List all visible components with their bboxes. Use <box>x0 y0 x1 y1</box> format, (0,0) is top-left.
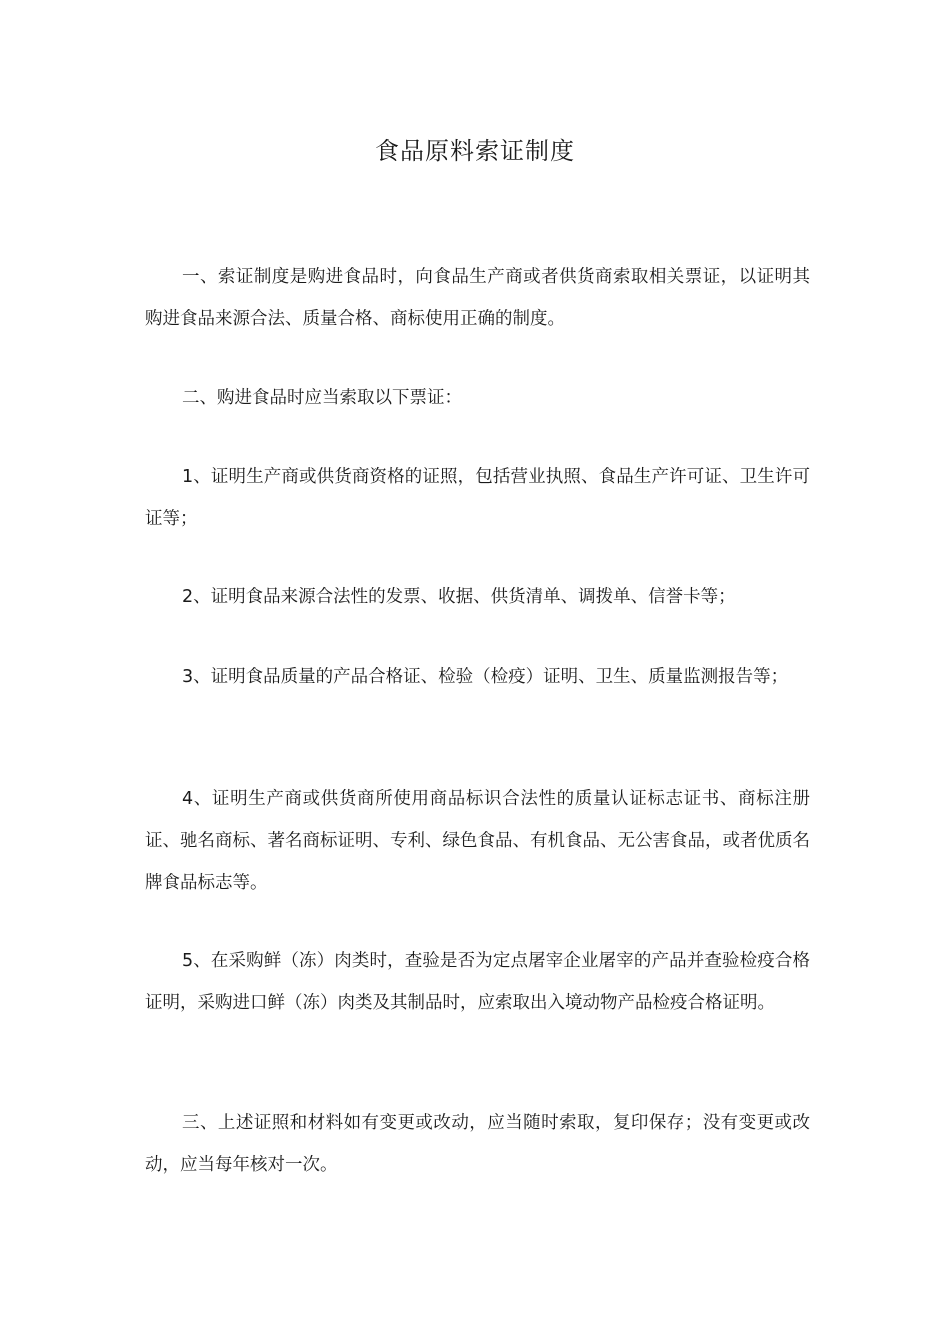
paragraph-item-4: 4、证明生产商或供货商所使用商品标识合法性的质量认证标志证书、商标注册证、驰名商标、著名商标证明、专利、绿色食品、有机食品、无公害食品，或者优质名牌食品标志等。 <box>145 789 810 893</box>
document-title: 食品原料索证制度 <box>375 137 575 165</box>
paragraph-section-3: 三、上述证照和材料如有变更或改动，应当随时索取，复印保存；没有变更或改动，应当每年核对一次。 <box>145 1113 810 1175</box>
paragraph-item-5: 5、在采购鲜（冻）肉类时，查验是否为定点屠宰企业屠宰的产品并查验检疫合格证明，采购进口鲜（冻）肉类及其制品时，应索取出入境动物产品检疫合格证明。 <box>145 951 810 1013</box>
paragraph-item-3: 3、证明食品质量的产品合格证、检验（检疫）证明、卫生、质量监测报告等； <box>182 667 789 687</box>
paragraph-section-1: 一、索证制度是购进食品时，向食品生产商或者供货商索取相关票证，以证明其购进食品来源合法、质量合格、商标使用正确的制度。 <box>145 267 810 329</box>
paragraph-item-1: 1、证明生产商或供货商资格的证照，包括营业执照、食品生产许可证、卫生许可证等； <box>145 467 810 529</box>
paragraph-item-2: 2、证明食品来源合法性的发票、收据、供货清单、调拨单、信誉卡等； <box>182 587 736 607</box>
paragraph-section-2: 二、购进食品时应当索取以下票证： <box>182 388 462 408</box>
